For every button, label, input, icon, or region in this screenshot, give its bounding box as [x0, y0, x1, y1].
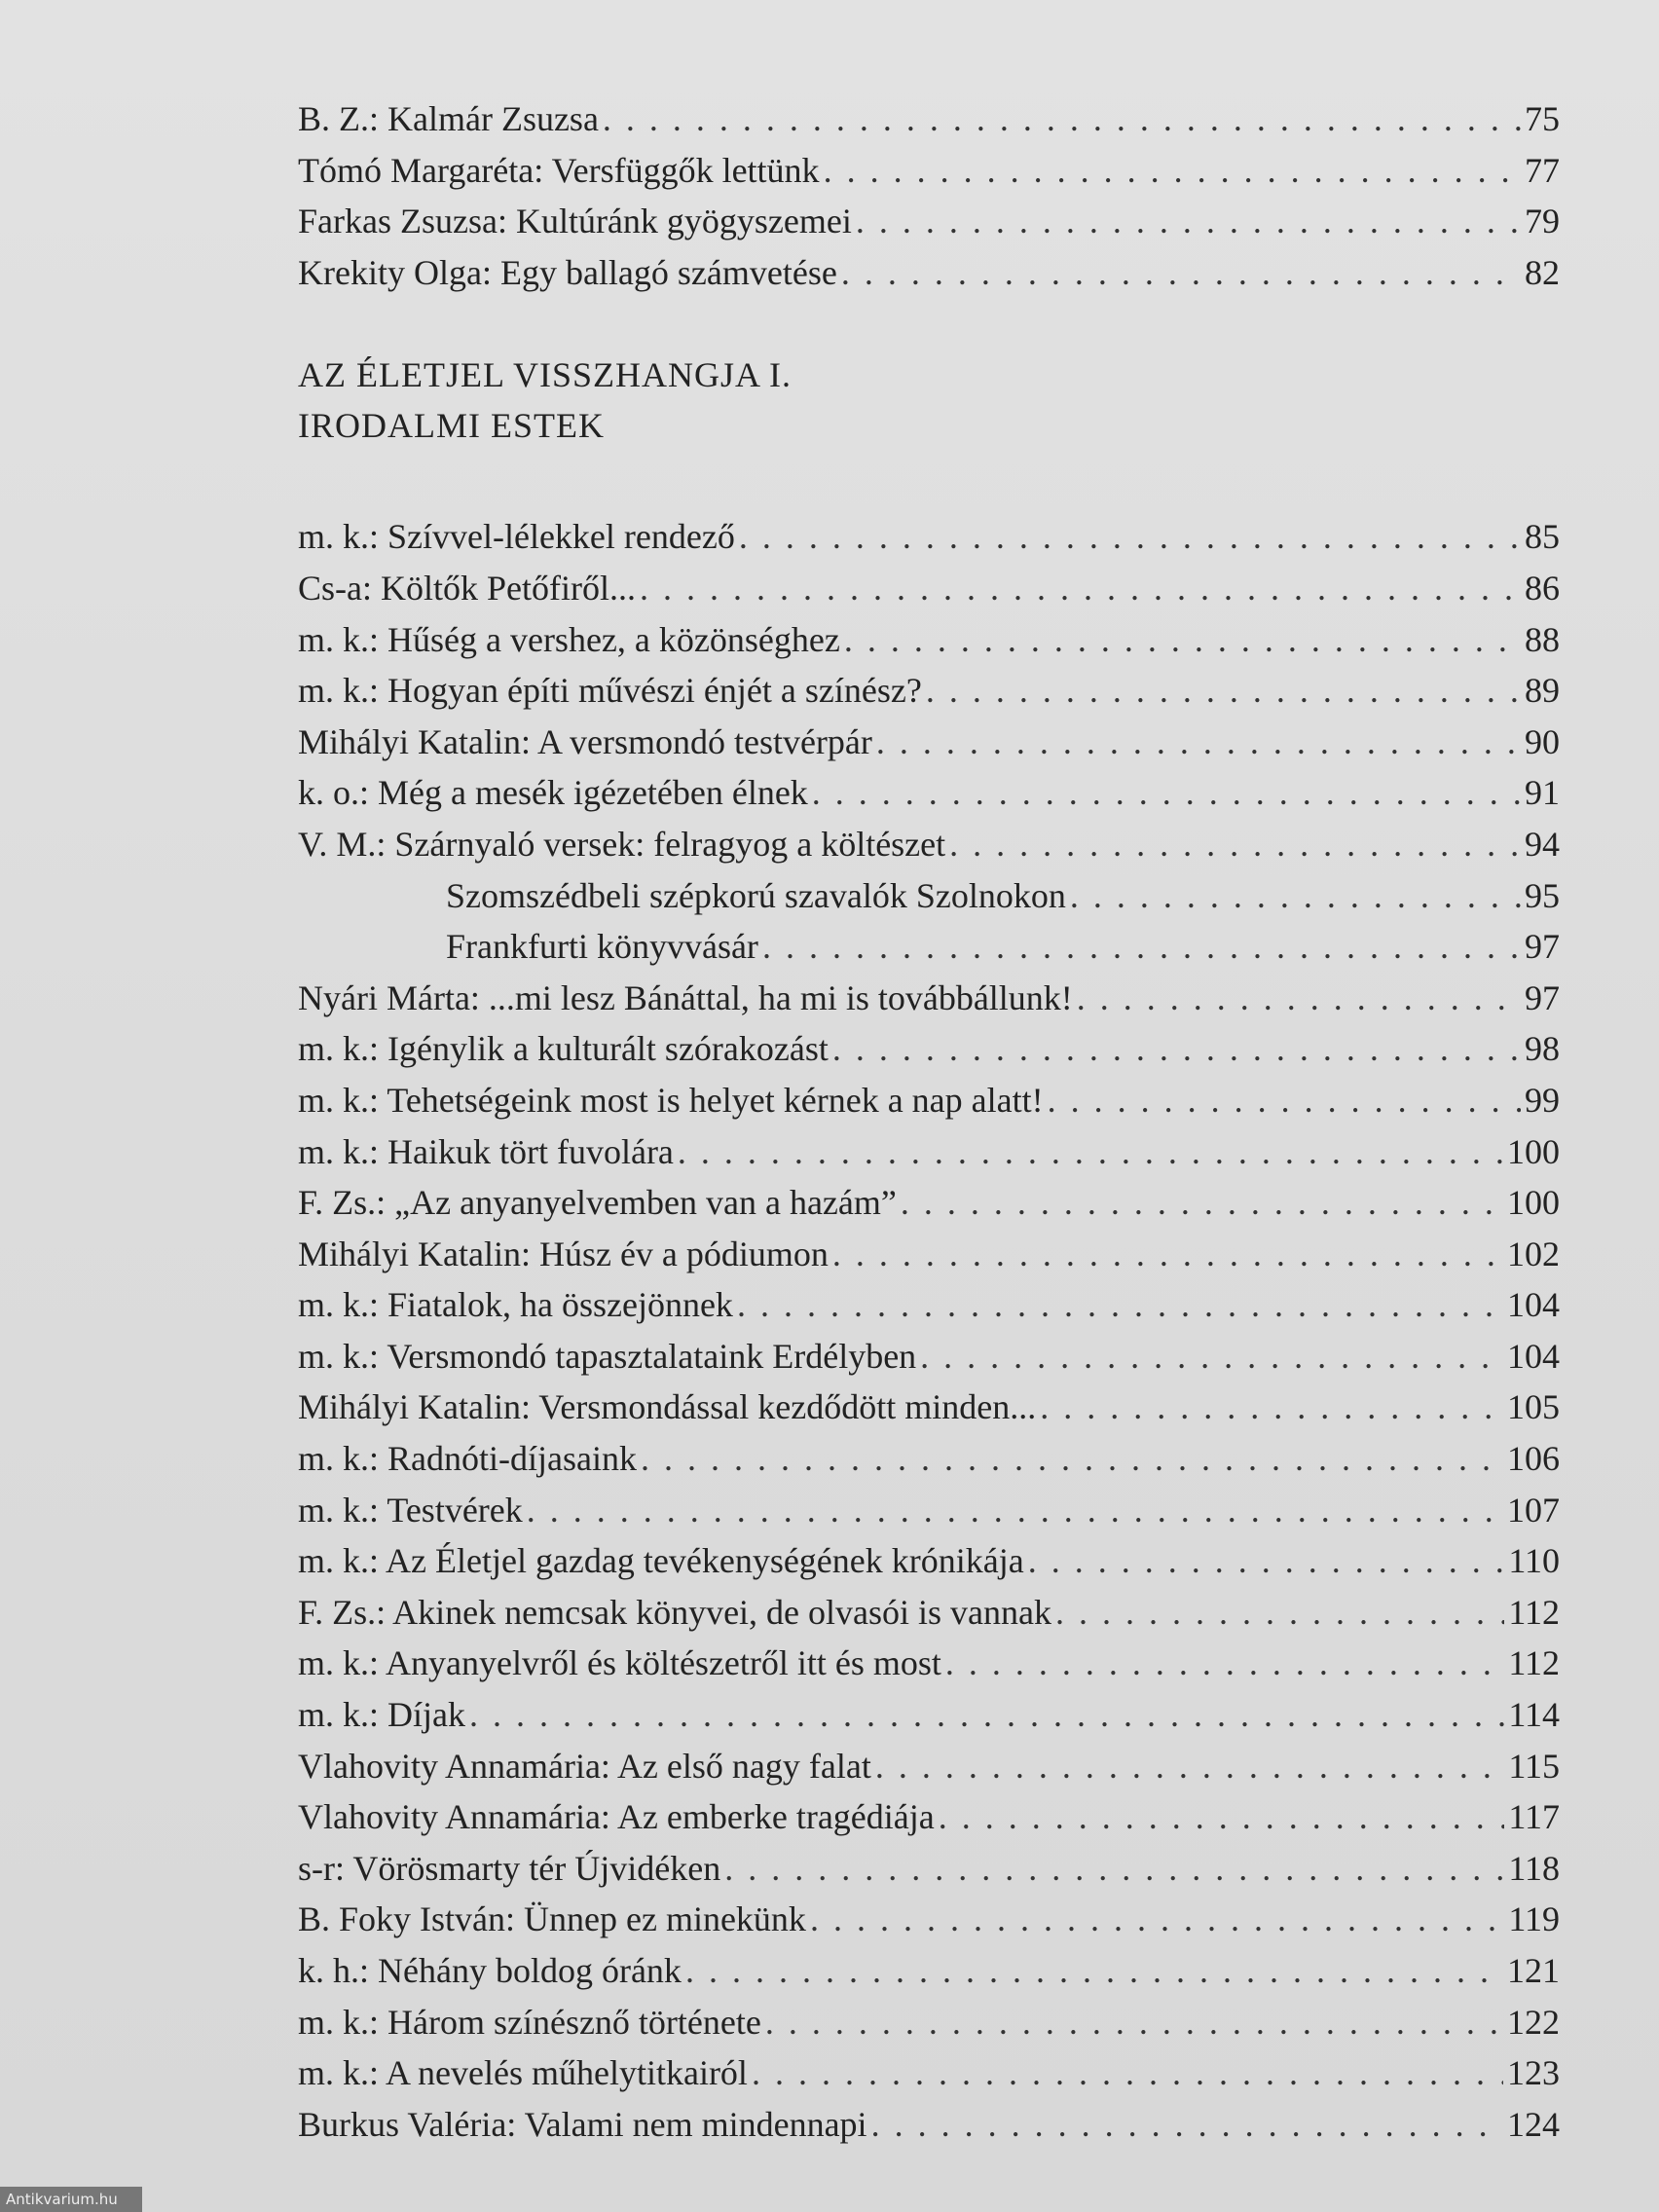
toc-leader-dots [871, 2099, 1503, 2151]
toc-entry-page: 98 [1525, 1029, 1560, 1069]
toc-leader-dots [810, 1894, 1504, 1945]
toc-entry-page: 86 [1525, 568, 1560, 608]
toc-leader-dots [678, 1126, 1503, 1178]
toc-entry-page: 100 [1507, 1183, 1560, 1223]
toc-leader-dots [901, 1177, 1503, 1229]
toc-entry [298, 614, 1560, 666]
toc-entry [298, 767, 1560, 819]
toc-leader-dots [856, 196, 1521, 247]
toc-entry-page: 118 [1508, 1848, 1560, 1888]
toc-entry [298, 1229, 1560, 1280]
section-heading-line2: IRODALMI ESTEK [298, 406, 605, 446]
toc-entry-page: 106 [1507, 1439, 1560, 1479]
toc-entry-page: 122 [1507, 2002, 1560, 2042]
toc-entry-title: F. Zs.: „Az anyanyelvemben van a hazám” [298, 1183, 897, 1223]
toc-main-list [298, 511, 1560, 2150]
toc-leader-dots [832, 1229, 1503, 1280]
toc-entry [298, 145, 1560, 197]
toc-entry [298, 665, 1560, 717]
toc-leader-dots [812, 767, 1521, 819]
toc-entry-title: k. h.: Néhány boldog óránk [298, 1951, 682, 1990]
toc-leader-dots [752, 2047, 1503, 2099]
toc-entry [298, 196, 1560, 247]
toc-entry-title: Mihályi Katalin: Húsz év a pódiumon [298, 1234, 829, 1273]
toc-entry-title: m. k.: Három színésznő története [298, 2002, 761, 2042]
toc-entry-page: 112 [1508, 1643, 1560, 1683]
toc-leader-dots [724, 1843, 1504, 1895]
toc-entry [298, 1945, 1560, 1997]
toc-entry [298, 511, 1560, 563]
toc-entry-title: m. k.: Az Életjel gazdag tevékenységének krónikája [298, 1541, 1024, 1581]
toc-entry-title: Nyári Márta: ...mi lesz Bánáttal, ha mi is továbbállunk! [298, 977, 1073, 1017]
toc-entry-title: Burkus Valéria: Valami nem mindennapi [298, 2104, 867, 2144]
toc-leader-dots [737, 1279, 1503, 1331]
toc-leader-dots [945, 1638, 1504, 1689]
toc-leader-dots [1055, 1587, 1504, 1639]
toc-leader-dots [1040, 1382, 1503, 1433]
toc-leader-dots [1028, 1535, 1505, 1587]
toc-leader-dots [685, 1945, 1503, 1997]
toc-entry-title: m. k.: Tehetségeink most is helyet kérnek a nap alatt! [298, 1080, 1044, 1120]
toc-entry-title: Szomszédbeli szépkorú szavalók Szolnokon [446, 875, 1066, 915]
toc-entry [298, 1997, 1560, 2048]
toc-entry [298, 870, 1560, 922]
toc-entry-page: 90 [1525, 721, 1560, 761]
toc-entry-title: k. o.: Még a mesék igézetében élnek [298, 773, 808, 813]
toc-entry [298, 1177, 1560, 1229]
toc-entry-title: m. k.: Hűség a vershez, a közönséghez [298, 619, 840, 659]
toc-leader-dots [939, 1791, 1505, 1843]
toc-entry-title: Tómó Margaréta: Versfüggők lettünk [298, 150, 820, 190]
toc-entry-page: 117 [1508, 1797, 1560, 1837]
toc-entry [298, 1331, 1560, 1382]
toc-entry [298, 1075, 1560, 1126]
toc-leader-dots [926, 665, 1521, 717]
table-of-contents [298, 93, 1560, 2150]
toc-entry [298, 1741, 1560, 1792]
toc-entry [298, 819, 1560, 870]
toc-entry-title: F. Zs.: Akinek nemcsak könyvei, de olvasói is vannak [298, 1592, 1051, 1632]
toc-entry-page: 112 [1508, 1592, 1560, 1632]
toc-entry-page: 119 [1508, 1899, 1560, 1939]
toc-entry-title: B. Foky István: Ünnep ez minekünk [298, 1899, 806, 1939]
toc-entry [298, 717, 1560, 768]
toc-leader-dots [1077, 973, 1521, 1024]
toc-entry [298, 2047, 1560, 2099]
toc-leader-dots [920, 1331, 1503, 1382]
toc-entry-page: 91 [1525, 773, 1560, 813]
toc-entry-page: 95 [1525, 875, 1560, 915]
toc-entry [298, 563, 1560, 614]
toc-leader-dots [527, 1485, 1503, 1536]
toc-entry-title: Cs-a: Költők Petőfiről... [298, 568, 636, 608]
toc-leader-dots [641, 1433, 1503, 1485]
toc-entry-title: m. k.: Haikuk tört fuvolára [298, 1131, 674, 1171]
toc-entry-title: m. k.: Fiatalok, ha összejönnek [298, 1285, 733, 1325]
toc-entry-page: 110 [1508, 1541, 1560, 1581]
toc-entry-title: Vlahovity Annamária: Az első nagy falat [298, 1746, 871, 1786]
toc-entry [298, 1382, 1560, 1433]
toc-entry [298, 1843, 1560, 1895]
toc-entry-title: V. M.: Szárnyaló versek: felragyog a költészet [298, 824, 946, 864]
toc-entry-title: s-r: Vörösmarty tér Újvidéken [298, 1848, 721, 1888]
toc-leader-dots [949, 819, 1521, 870]
toc-leader-dots [765, 1997, 1503, 2048]
toc-entry-page: 94 [1525, 824, 1560, 864]
toc-entry-title: Frankfurti könyvvásár [446, 927, 758, 967]
toc-leader-dots [739, 511, 1521, 563]
toc-entry-page: 102 [1507, 1234, 1560, 1273]
toc-entry-page: 114 [1508, 1695, 1560, 1735]
toc-entry [298, 973, 1560, 1024]
toc-entry-title: m. k.: Versmondó tapasztalataink Erdélyben [298, 1336, 917, 1376]
toc-entry-page: 85 [1525, 517, 1560, 557]
toc-entry [298, 1433, 1560, 1485]
toc-entry [298, 1689, 1560, 1741]
toc-entry-page: 89 [1525, 671, 1560, 711]
toc-entry-page: 75 [1525, 99, 1560, 138]
toc-entry [298, 247, 1560, 299]
toc-entry-page: 100 [1507, 1131, 1560, 1171]
toc-entry-page: 79 [1525, 202, 1560, 241]
toc-leader-dots [832, 1023, 1521, 1075]
toc-entry-title: Krekity Olga: Egy ballagó számvetése [298, 252, 837, 292]
toc-entry-page: 104 [1507, 1336, 1560, 1376]
toc-entry-title: m. k.: Anyanyelvről és költészetről itt és most [298, 1643, 941, 1683]
toc-entry-title: m. k.: Igénylik a kulturált szórakozást [298, 1029, 829, 1069]
toc-leader-dots [1048, 1075, 1521, 1126]
toc-entry [298, 921, 1560, 973]
toc-entry-page: 124 [1507, 2104, 1560, 2144]
toc-entry [298, 1535, 1560, 1587]
toc-entry-page: 104 [1507, 1285, 1560, 1325]
toc-entry-page: 97 [1525, 927, 1560, 967]
toc-entry-page: 107 [1507, 1490, 1560, 1530]
toc-entry [298, 1638, 1560, 1689]
toc-entry-page: 77 [1525, 150, 1560, 190]
section-heading-line1: AZ ÉLETJEL VISSZHANGJA I. [298, 355, 792, 395]
toc-entry-page: 105 [1507, 1387, 1560, 1427]
toc-entry [298, 1126, 1560, 1178]
toc-leader-dots [1070, 870, 1521, 922]
toc-entry-page: 97 [1525, 977, 1560, 1017]
toc-entry-page: 99 [1525, 1080, 1560, 1120]
toc-leader-dots [762, 921, 1521, 973]
toc-entry-title: Mihályi Katalin: A versmondó testvérpár [298, 721, 872, 761]
toc-entry [298, 93, 1560, 145]
watermark-label: Antikvarium.hu [0, 2187, 142, 2212]
toc-entry [298, 1894, 1560, 1945]
toc-entry [298, 1485, 1560, 1536]
toc-entry-title: m. k.: Hogyan építi művészi énjét a színész? [298, 671, 922, 711]
toc-entry-page: 88 [1525, 619, 1560, 659]
toc-leader-dots [876, 717, 1521, 768]
toc-leader-dots [603, 93, 1521, 145]
toc-entry-page: 115 [1508, 1746, 1560, 1786]
toc-entry-title: Farkas Zsuzsa: Kultúránk gyögyszemei [298, 202, 852, 241]
toc-leader-dots [844, 614, 1521, 666]
toc-entry-title: m. k.: A nevelés műhelytitkairól [298, 2053, 748, 2093]
toc-entry [298, 1791, 1560, 1843]
toc-entry [298, 1279, 1560, 1331]
section-heading-block [298, 350, 1560, 451]
toc-leader-dots [875, 1741, 1504, 1792]
toc-entry-page: 123 [1507, 2053, 1560, 2093]
toc-entry [298, 1023, 1560, 1075]
toc-entry-title: B. Z.: Kalmár Zsuzsa [298, 99, 599, 138]
toc-entry-title: Mihályi Katalin: Versmondással kezdődött minden... [298, 1387, 1037, 1427]
toc-entry [298, 1587, 1560, 1639]
toc-leader-dots [841, 247, 1521, 299]
toc-entry-title: Vlahovity Annamária: Az emberke tragédiája [298, 1797, 935, 1837]
toc-entry-page: 121 [1507, 1951, 1560, 1990]
toc-entry-title: m. k.: Szívvel-lélekkel rendező [298, 517, 735, 557]
toc-entry-title: m. k.: Testvérek [298, 1490, 523, 1530]
toc-leader-dots [824, 145, 1521, 197]
toc-entry-title: m. k.: Díjak [298, 1695, 465, 1735]
toc-entry-page: 82 [1525, 252, 1560, 292]
toc-leader-dots [469, 1689, 1504, 1741]
toc-leader-dots [640, 563, 1521, 614]
toc-entry [298, 2099, 1560, 2151]
toc-entry-title: m. k.: Radnóti-díjasaink [298, 1439, 637, 1479]
toc-top-list [298, 93, 1560, 298]
